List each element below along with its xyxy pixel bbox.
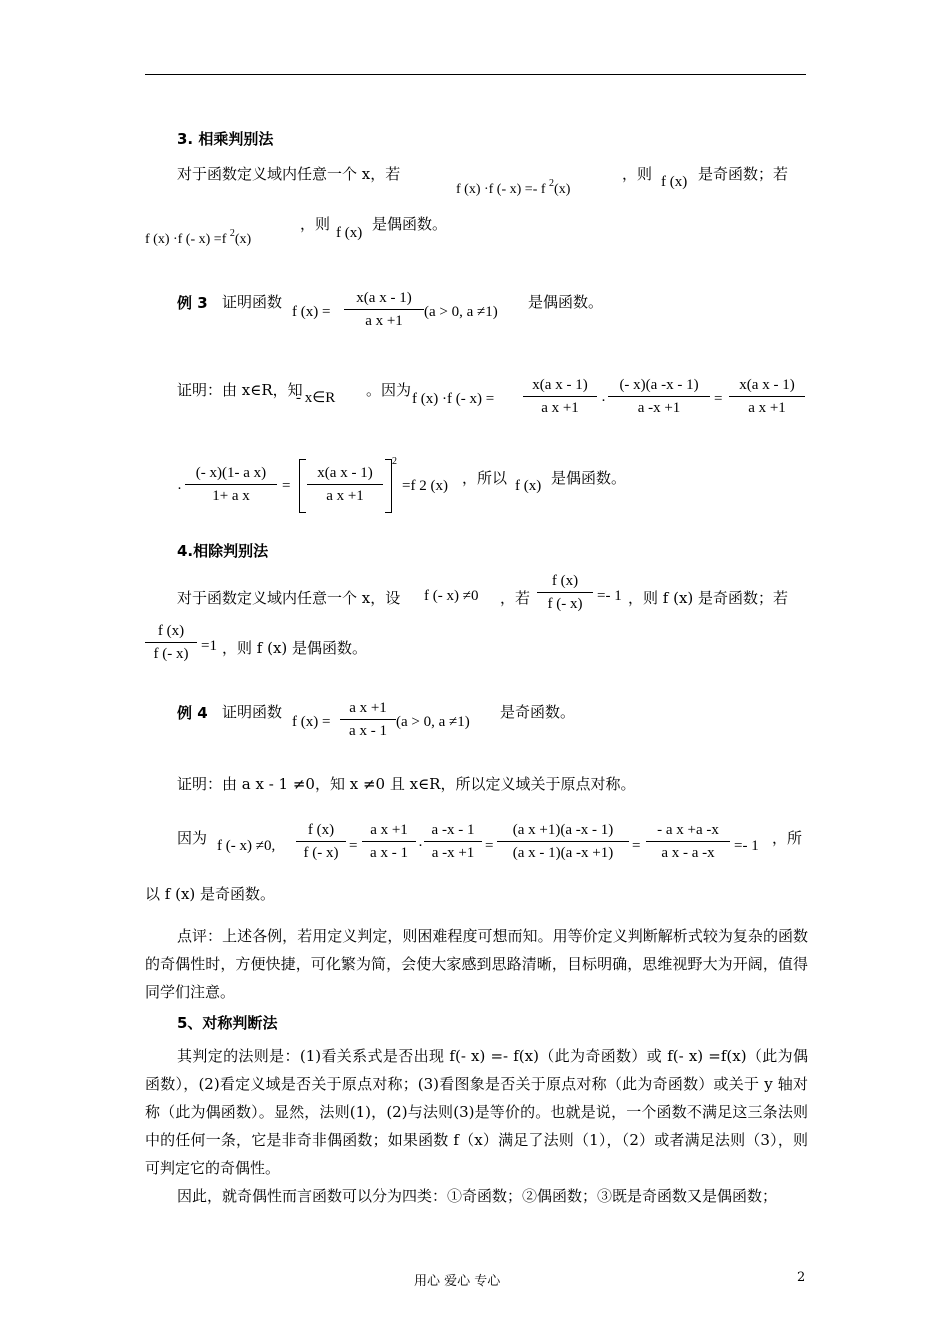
ex4-eq-1: =	[349, 838, 358, 854]
page-number: 2	[797, 1270, 806, 1285]
sec4-condition: f (- x) ≠0	[424, 588, 479, 604]
ex3-conclusion: 是偶函数。	[551, 469, 627, 487]
ex3-frac-4: (- x)(1- a x) 1+ a x	[185, 465, 277, 505]
ex3-prove: 证明函数	[222, 293, 283, 311]
ex4-frac-a: a x +1 a x - 1	[362, 822, 416, 862]
ex3-eq: =	[714, 391, 723, 407]
sec4-if: ，若	[500, 589, 531, 607]
ex3-so: ，所以	[462, 469, 508, 487]
ex3-fraction: x(a x - 1) a x +1	[344, 290, 424, 330]
sec3-even-text: 是偶函数。	[372, 215, 448, 233]
ex3-dot: ·	[601, 393, 606, 409]
ex4-conclusion: 以 f (x) 是奇函数。	[145, 885, 276, 903]
ex3-proof-start: 证明：由 x∈R，知	[177, 381, 303, 399]
ex3-product: f (x) ·f (- x) =	[412, 391, 495, 407]
ex4-fraction: a x +1 a x - 1	[340, 700, 396, 740]
ex3-frac-2: (- x)(a -x - 1) a -x +1	[608, 377, 710, 417]
left-bracket	[299, 459, 306, 513]
ex3-eq2: =	[282, 478, 291, 494]
sec5-classification: 因此，就奇偶性而言函数可以分为四类：①奇函数；②偶函数；③既是奇函数又是偶函数；	[177, 1187, 778, 1205]
ex4-frac-d: - a x +a -x a x - a -x	[646, 822, 730, 862]
sec3-even-condition: f (x) ·f (- x) =f $^2$(x)	[145, 228, 252, 247]
ex3-dot2: ·	[177, 481, 182, 497]
section-4-title: 4.相除判别法	[177, 542, 269, 560]
sec3-line1-text: 对于函数定义域内任意一个 x，若	[177, 165, 401, 183]
footer-motto: 用心 爱心 专心	[414, 1274, 501, 1289]
sec4-even-text: ，则 f (x) 是偶函数。	[222, 639, 368, 657]
sec4-eq-1: =1	[201, 638, 217, 654]
ex3-neg-x-in-r: - x∈R	[296, 390, 336, 406]
ex3-f-squared: =f 2 (x)	[402, 478, 448, 494]
ex4-dot: ·	[418, 838, 423, 854]
ex3-frac-5: x(a x - 1) a x +1	[307, 465, 383, 505]
sec3-then2: ，则	[300, 215, 331, 233]
ex3-frac-3: x(a x - 1) a x +1	[729, 377, 805, 417]
sec4-odd-text: ，则 f (x) 是奇函数；若	[628, 589, 789, 607]
ex4-eq-2: =	[485, 838, 494, 854]
sec3-odd-text: 是奇函数；若	[698, 165, 789, 183]
example-4-label: 例 4	[177, 704, 208, 722]
section-3-title: 3. 相乘判别法	[177, 130, 274, 148]
sec4-eq-neg1: =- 1	[597, 588, 622, 604]
header-rule	[145, 74, 806, 75]
ex4-proof-1: 证明：由 a x - 1 ≠0，知 x ≠0 且 x∈R，所以定义域关于原点对称。	[177, 775, 636, 793]
square-exponent: 2	[392, 456, 397, 467]
ex4-suo: ，所	[772, 829, 803, 847]
ex3-condition: (a > 0, a ≠1)	[424, 304, 498, 320]
sec4-frac-1: f (x) f (- x)	[537, 573, 593, 613]
ex3-post: 是偶函数。	[528, 293, 604, 311]
ex4-eq-3: =	[632, 838, 641, 854]
sec5-rules-paragraph: 其判定的法则是：(1)看关系式是否出现 f(- x) =- f(x)（此为奇函数）或 f(- x) =f(x)（此为偶函数），(2)看定义域是否关于原点对称；(3)看图象是否关于原点对称（此为奇函数）或关于 y 轴对称（此为偶函数）。显然，法则(1)，(2)与法则(3)是等价的。也就是说，一个函数不满足这三条法则中的任何一条，它是非奇非偶函数；如果函数 f（x）满足了法则（1），（2）或者满足法则（3），则可判定它的奇偶性。	[145, 1047, 808, 1177]
ex4-cond: f (- x) ≠0,	[217, 838, 276, 854]
ex3-frac-1: x(a x - 1) a x +1	[523, 377, 597, 417]
sec3-odd-condition: f (x) ·f (- x) =- f $^2$(x)	[456, 178, 571, 197]
sec3-then: ，则	[622, 165, 653, 183]
ex4-frac-f: f (x) f (- x)	[296, 822, 346, 862]
ex4-prove: 证明函数	[222, 703, 283, 721]
ex4-post: 是奇函数。	[500, 703, 576, 721]
sec3-fx: f (x)	[661, 174, 688, 190]
ex3-fx3: f (x)	[515, 478, 542, 494]
ex4-fx-eq: f (x) =	[292, 714, 331, 730]
ex4-frac-c: (a x +1)(a -x - 1) (a x - 1)(a -x +1)	[497, 822, 629, 862]
ex3-because: 。因为	[366, 381, 412, 399]
example-3-label: 例 3	[177, 294, 208, 312]
comment-paragraph: 点评：上述各例，若用定义判定，则困难程度可想而知。用等价定义判断解析式较为复杂的函数的奇偶性时，方便快捷，可化繁为简，会使大家感到思路清晰，目标明确，思维视野大为开阔，值得同学们注意。	[145, 927, 808, 1001]
sec4-frac-2: f (x) f (- x)	[145, 623, 197, 663]
sec3-fx2: f (x)	[336, 225, 363, 241]
ex4-result: =- 1	[734, 838, 759, 854]
ex3-fx-eq: f (x) =	[292, 304, 331, 320]
ex4-condition: (a > 0, a ≠1)	[396, 714, 470, 730]
ex4-frac-b: a -x - 1 a -x +1	[424, 822, 482, 862]
section-5-title: 5、对称判断法	[177, 1014, 278, 1032]
right-bracket	[385, 459, 392, 513]
ex4-because: 因为	[177, 829, 208, 847]
sec4-line1: 对于函数定义域内任意一个 x，设	[177, 589, 401, 607]
